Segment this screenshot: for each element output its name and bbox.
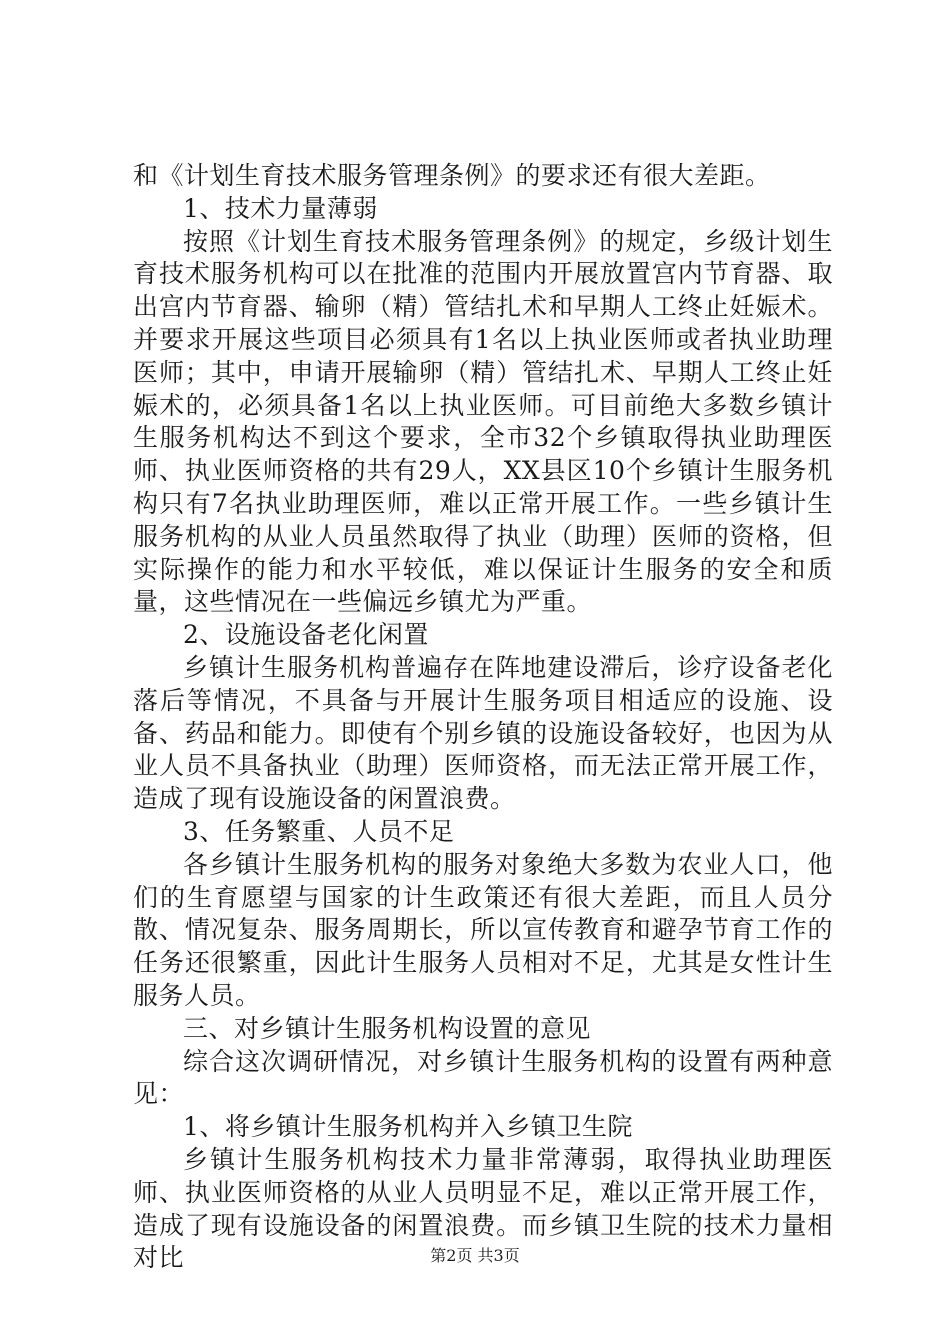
- section-heading: 1、将乡镇计生服务机构并入乡镇卫生院: [183, 1112, 633, 1142]
- paragraph: 乡镇计生服务机构技术力量非常薄弱，取得执业助理医师、执业医师资格的从业人员明显不足，难以正常开展工作，造成了现有设施设备的闲置浪费。而乡镇卫生院的技术力量相对比: [133, 1144, 833, 1273]
- section-heading: 3、任务繁重、人员不足: [183, 816, 455, 846]
- section-heading: 2、设施设备老化闲置: [183, 620, 429, 650]
- section-heading: 1、技术力量薄弱: [183, 193, 378, 223]
- paragraph: 按照《计划生育技术服务管理条例》的规定，乡级计划生育技术服务机构可以在批准的范围内开展放置宫内节育器、取出宫内节育器、输卵（精）管结扎术和早期人工终止妊娠术。并要求开展这些项目必须具有1名以上执业医师或者执业助理医师；其中，申请开展输卵（精）管结扎术、早期人工终止妊娠术的，必须具备1名以上执业医师。可目前绝大多数乡镇计生服务机构达不到这个要求，全市32个乡镇取得执业助理医师、执业医师资格的共有29人，XX县区10个乡镇计生服务机构只有7名执业助理医师，难以正常开展工作。一些乡镇计生服务机构的从业人员虽然取得了执业（助理）医师的资格，但实际操作的能力和水平较低，难以保证计生服务的安全和质量，这些情况在一些偏远乡镇尤为严重。: [133, 226, 833, 617]
- paragraph: 各乡镇计生服务机构的服务对象绝大多数为农业人口，他们的生育愿望与国家的计生政策还有很大差距，而且人员分散、情况复杂、服务周期长，所以宣传教育和避孕节育工作的任务还很繁重，因此计生服务人员相对不足，尤其是女性计生服务人员。: [133, 849, 833, 1010]
- document-body: [133, 160, 833, 1275]
- section-heading: 三、对乡镇计生服务机构设置的意见: [183, 1013, 592, 1043]
- paragraph: 综合这次调研情况，对乡镇计生服务机构的设置有两种意见：: [133, 1046, 833, 1109]
- paragraph: 乡镇计生服务机构普遍存在阵地建设滞后，诊疗设备老化落后等情况，不具备与开展计生服务项目相适应的设施、设备、药品和能力。即使有个别乡镇的设施设备较好，也因为从业人员不具备执业（助理）医师资格，而无法正常开展工作，造成了现有设施设备的闲置浪费。: [133, 652, 833, 814]
- paragraph: 和《计划生育技术服务管理条例》的要求还有很大差距。: [133, 161, 771, 190]
- page-footer: 第2页 共3页: [430, 1246, 520, 1265]
